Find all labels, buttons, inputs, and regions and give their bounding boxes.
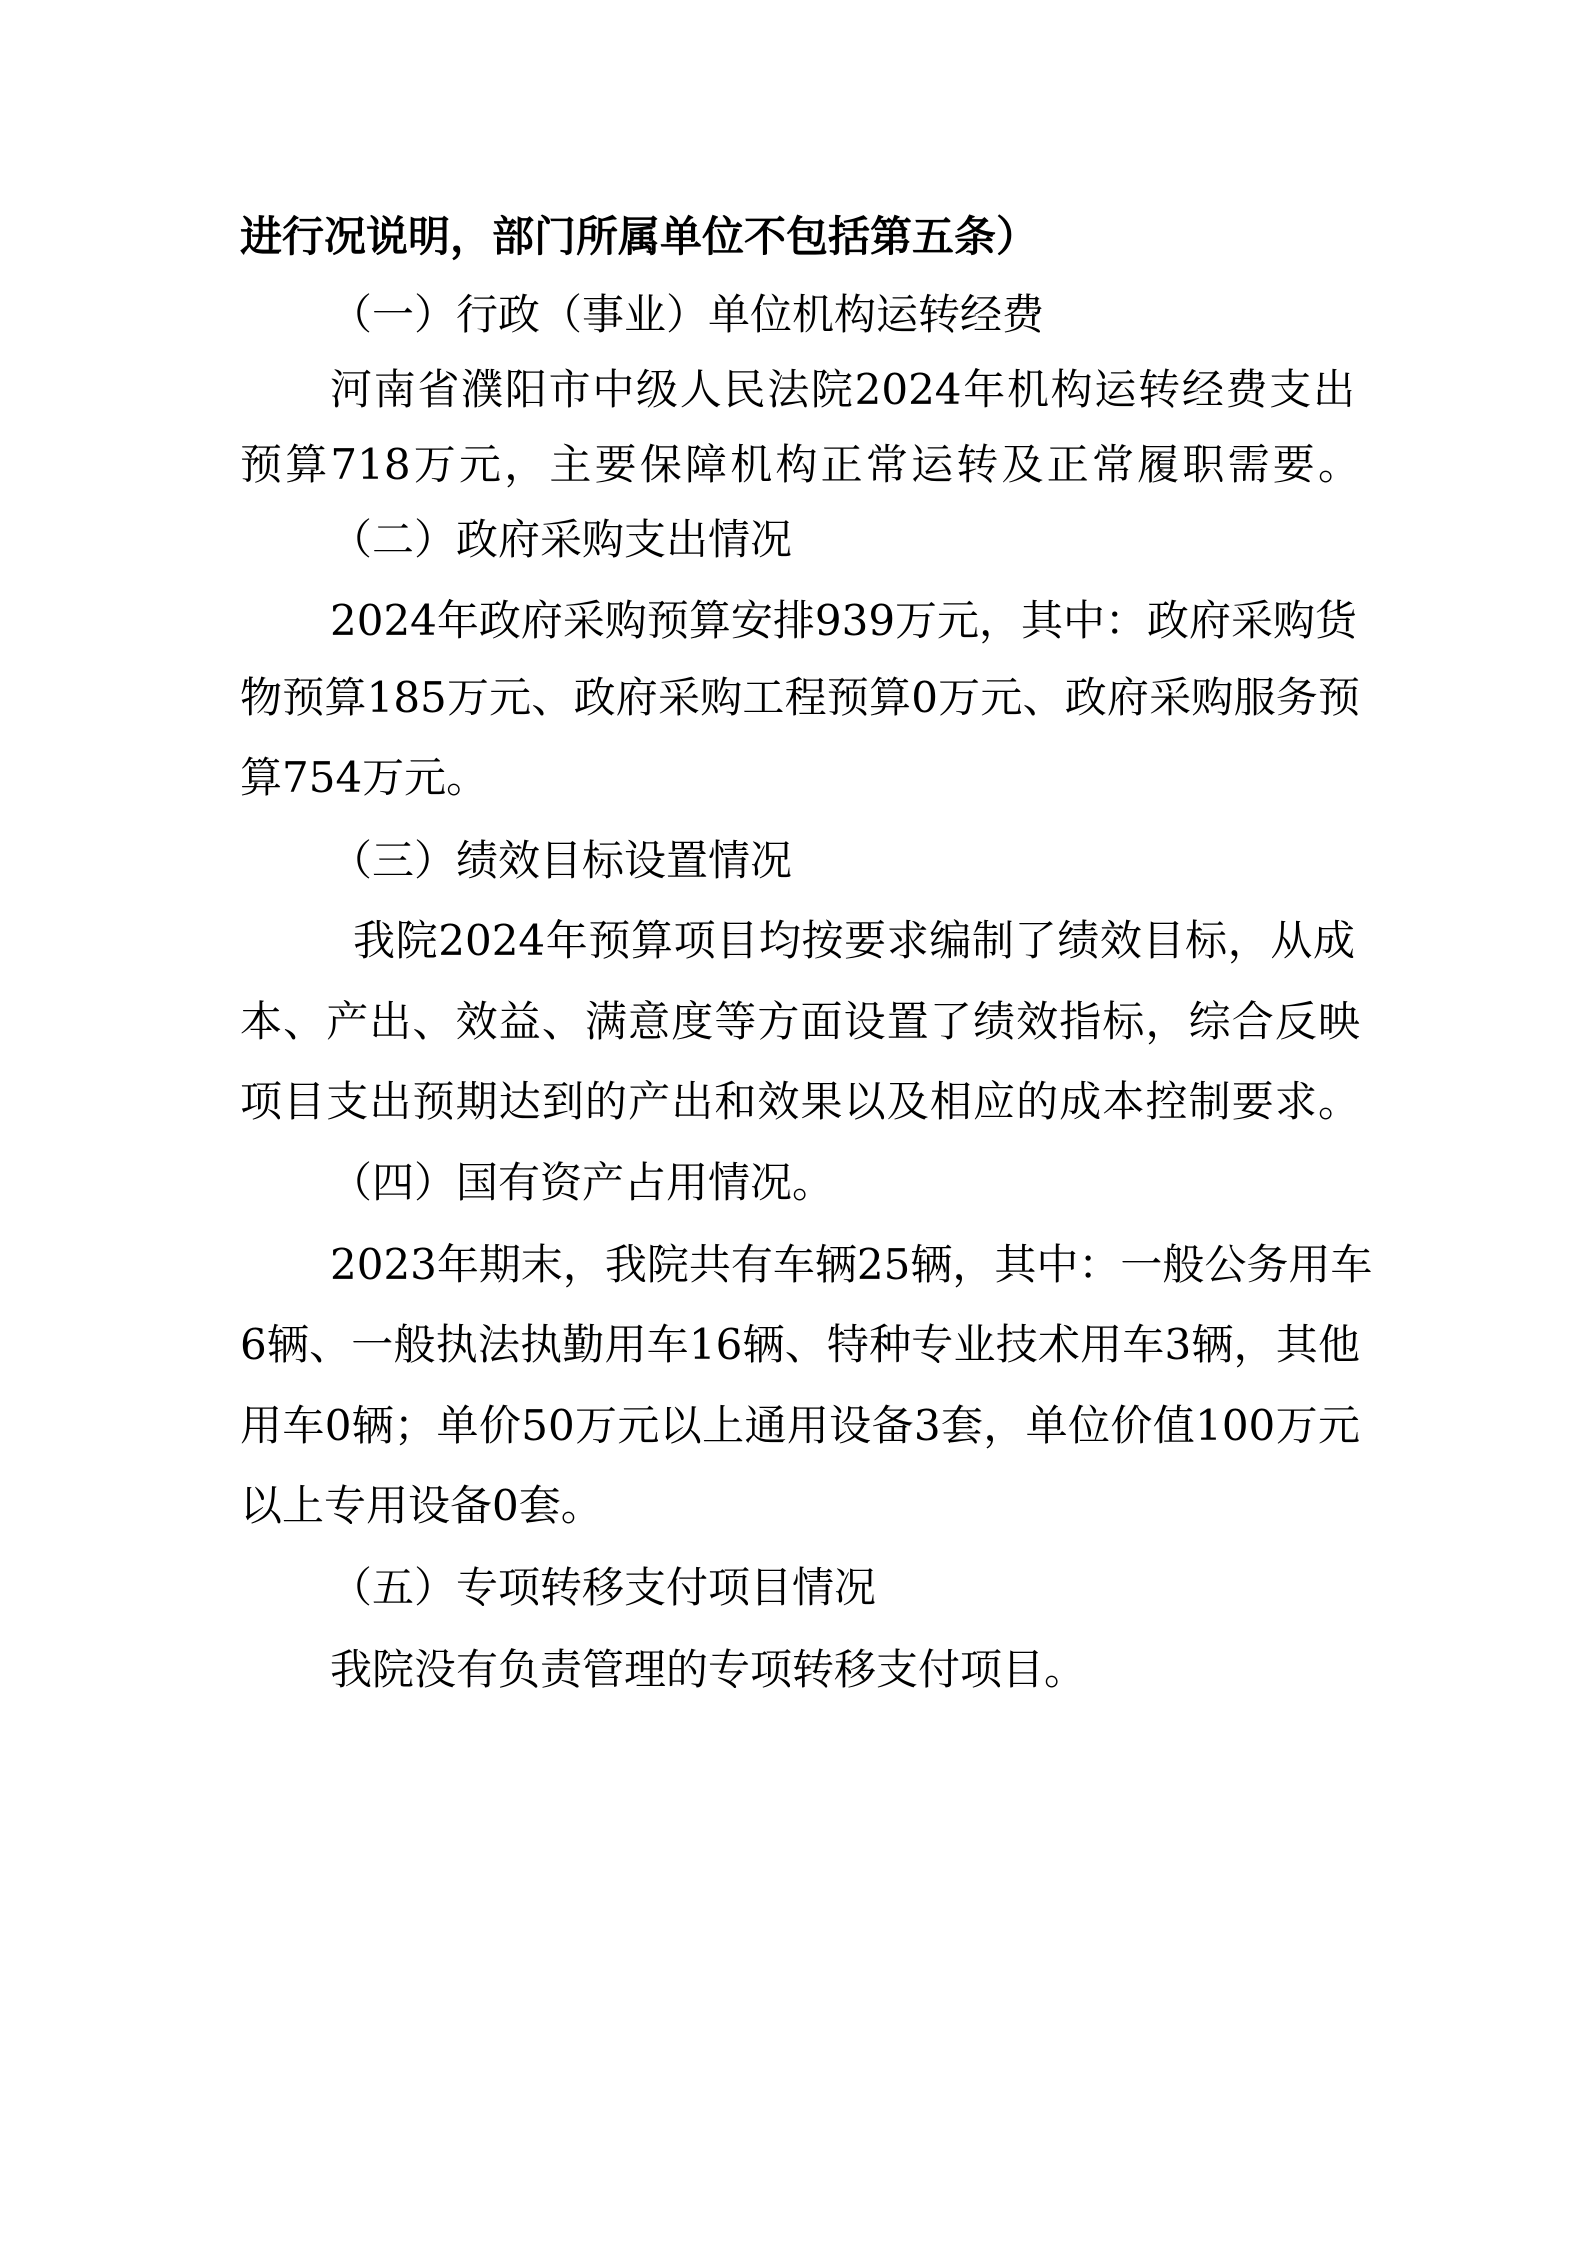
paragraph-1-line-1: 河南省濮阳市中级人民法院2024年机构运转经费支出 [330, 365, 1355, 414]
continuation-line: 进行况说明，部门所属单位不包括第五条） [240, 212, 1039, 261]
paragraph-5-line-1: 我院没有负责管理的专项转移支付项目。 [330, 1645, 1087, 1694]
paragraph-4-line-2: 6辆、一般执法执勤用车16辆、特种专业技术用车3辆，其他 [240, 1320, 1360, 1369]
section-heading-3: （三）绩效目标设置情况 [330, 836, 793, 885]
section-heading-5: （五）专项转移支付项目情况 [330, 1563, 877, 1612]
section-heading-2: （二）政府采购支出情况 [330, 515, 793, 564]
paragraph-4-line-3: 用车0辆；单价50万元以上通用设备3套，单位价值100万元 [240, 1401, 1360, 1450]
paragraph-2-line-2: 物预算185万元、政府采购工程预算0万元、政府采购服务预 [240, 673, 1360, 722]
section-heading-1: （一）行政（事业）单位机构运转经费 [330, 290, 1045, 339]
paragraph-4-line-1: 2023年期末，我院共有车辆25辆，其中：一般公务用车 [330, 1240, 1373, 1289]
paragraph-1-line-2: 预算718万元，主要保障机构正常运转及正常履职需要。 [240, 440, 1360, 489]
paragraph-3-line-1: 我院2024年预算项目均按要求编制了绩效目标，从成 [353, 916, 1355, 965]
paragraph-3-line-3: 项目支出预期达到的产出和效果以及相应的成本控制要求。 [240, 1077, 1360, 1126]
section-heading-4: （四）国有资产占用情况。 [330, 1158, 835, 1207]
paragraph-2-line-3: 算754万元。 [240, 753, 489, 802]
paragraph-3-line-2: 本、产出、效益、满意度等方面设置了绩效指标，综合反映 [240, 997, 1360, 1046]
paragraph-2-line-1: 2024年政府采购预算安排939万元，其中：政府采购货 [330, 596, 1358, 645]
paragraph-4-line-4: 以上专用设备0套。 [240, 1481, 603, 1530]
